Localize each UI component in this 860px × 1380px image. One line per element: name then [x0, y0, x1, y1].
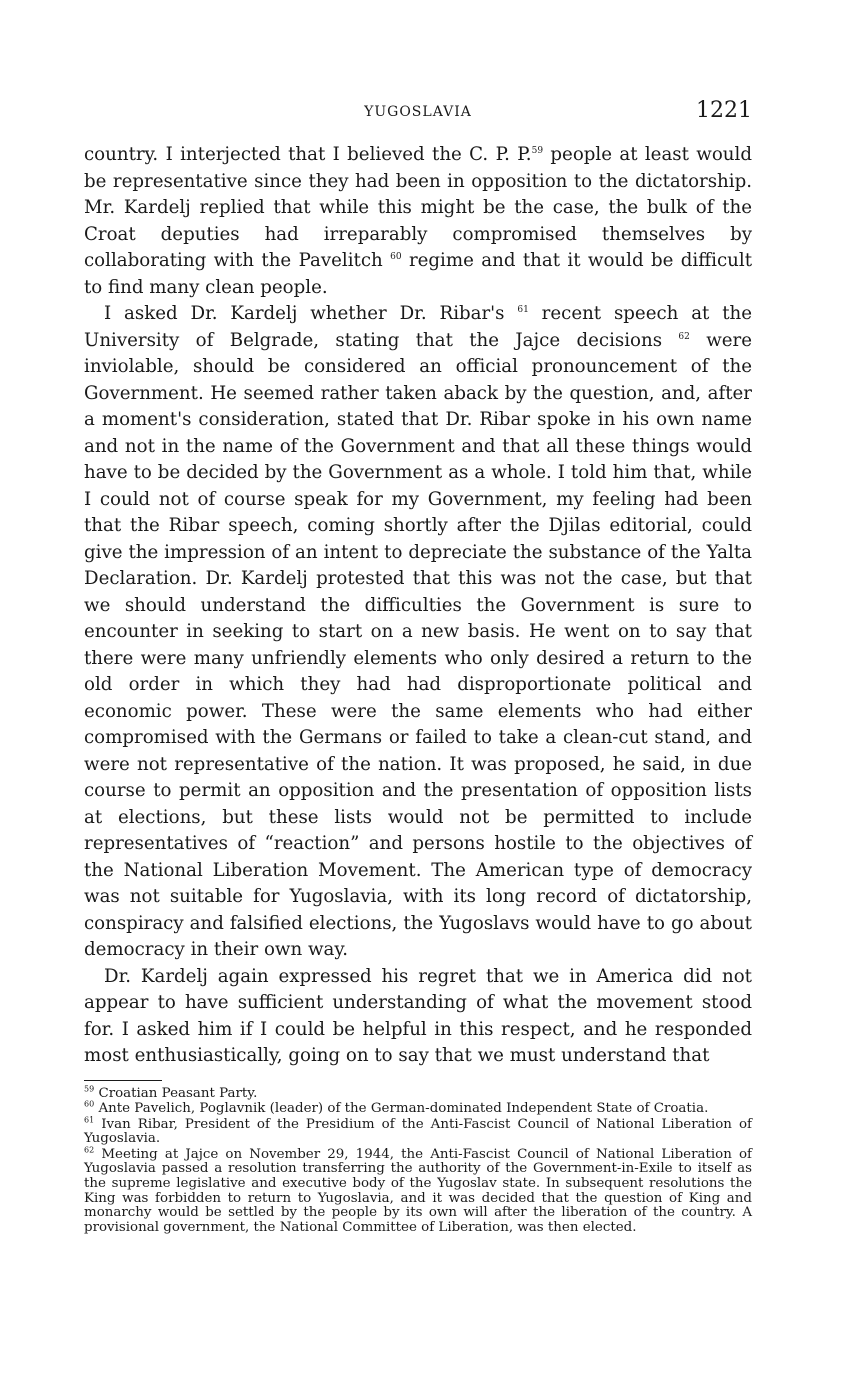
- paragraph-1: [84, 142, 752, 301]
- paragraph-3: [84, 964, 752, 1070]
- running-head: YUGOSLAVIA: [364, 104, 472, 120]
- footnote-number: 62: [84, 1145, 95, 1155]
- paragraph-1-text-3: regime and that it would be difficult to find many clean people.: [84, 250, 753, 298]
- footnote-61: [84, 1115, 752, 1147]
- paragraph-1-text-2: people at least would be representative since they had been in opposition to the dictatorship. Mr. Kardelj replied that while this might be the case, the bulk of the Croat deputies had irreparably compromised themselves by collaborating with the Pavelitch: [84, 144, 752, 271]
- paragraph-3-text-1: Dr. Kardelj again expressed his regret that we in America did not appear to have sufficient understanding of what the movement stood for. I asked him if I could be helpful in this respect, and he responded most enthusiastically, going on to say that we must understand that: [84, 965, 752, 1066]
- footnote-text: Ivan Ribar, President of the Presidium of the Anti-Fascist Council of National Liberation of Yugoslavia.: [84, 1116, 752, 1147]
- paragraph-2-text-2: recent speech at the University of Belgrade, stating that the Jajce decisions: [84, 303, 752, 351]
- paragraph-2: [84, 301, 752, 964]
- paragraph-2-text-1: I asked Dr. Kardelj whether Dr. Ribar's: [104, 303, 518, 324]
- footnote-number: 60: [84, 1099, 95, 1109]
- footnote-number: 61: [84, 1115, 95, 1125]
- footnote-divider: [84, 1080, 162, 1081]
- footnote-59: [84, 1084, 752, 1102]
- document-page: [84, 98, 752, 1236]
- footnote-text: Ante Pavelich, Poglavnik (leader) of the German-dominated Independent State of Croatia.: [98, 1101, 709, 1117]
- footnote-60: [84, 1099, 752, 1117]
- footnote-text: Meeting at Jajce on November 29, 1944, the Anti-Fascist Council of National Liberation of Yugoslavia passed a resolution transferring the authority of the Government-in-Exile to itself as the supreme legislative and executive body of the Yugoslav state. In subsequent resolutions the King was forbidden to return to Yugoslavia, and it was decided that the question of King and monarchy would be settled by the people by its own will after the liberation of the country. A provisional government, the National Committee of Liberation, was then elected.: [84, 1146, 752, 1235]
- footnote-text: Croatian Peasant Party.: [98, 1085, 258, 1101]
- footnote-ref-59: 59: [531, 145, 544, 156]
- footnote-ref-62: 62: [678, 331, 690, 342]
- paragraph-1-text-1: country. I interjected that I believed the C. P. P.: [84, 144, 532, 165]
- body-text: [84, 142, 752, 1070]
- footnote-number: 59: [84, 1084, 95, 1094]
- page-number: 1221: [696, 98, 752, 123]
- footnote-ref-60: 60: [390, 251, 402, 262]
- footnote-ref-61: 61: [517, 304, 529, 315]
- paragraph-2-text-3: were inviolable, should be considered an official pronouncement of the Government. He seemed rather taken aback by the question, and, after a moment's consideration, stated that Dr. Ribar spoke in his own name and not in the name of the Government and that all these things would have to be decided by the Government as a whole. I told him that, while I could not of course speak for my Government, my feeling had been that the Ribar speech, coming shortly after the Djilas editorial, could give the impression of an intent to depreciate the substance of the Yalta Declaration. Dr. Kardelj protested that this was not the case, but that we should understand the difficulties the Government is sure to encounter in seeking to start on a new basis. He went on to say that there were many unfriendly elements who only desired a return to the old order in which they had had disproportionate political and economic power. These were the same elements who had either compromised with the Germans or failed to take a clean-cut stand, and were not representative of the nation. It was proposed, he said, in due course to permit an opposition and the presentation of opposition lists at elections, but these lists would not be permitted to include representatives of “reaction” and persons hostile to the objectives of the National Liberation Movement. The American type of democracy was not suitable for Yugoslavia, with its long record of dictatorship, conspiracy and falsified elections, the Yugoslavs would have to go about democracy in their own way.: [84, 329, 752, 960]
- footnotes: [84, 1084, 752, 1236]
- page-header: [84, 98, 752, 128]
- footnote-62: [84, 1145, 752, 1236]
